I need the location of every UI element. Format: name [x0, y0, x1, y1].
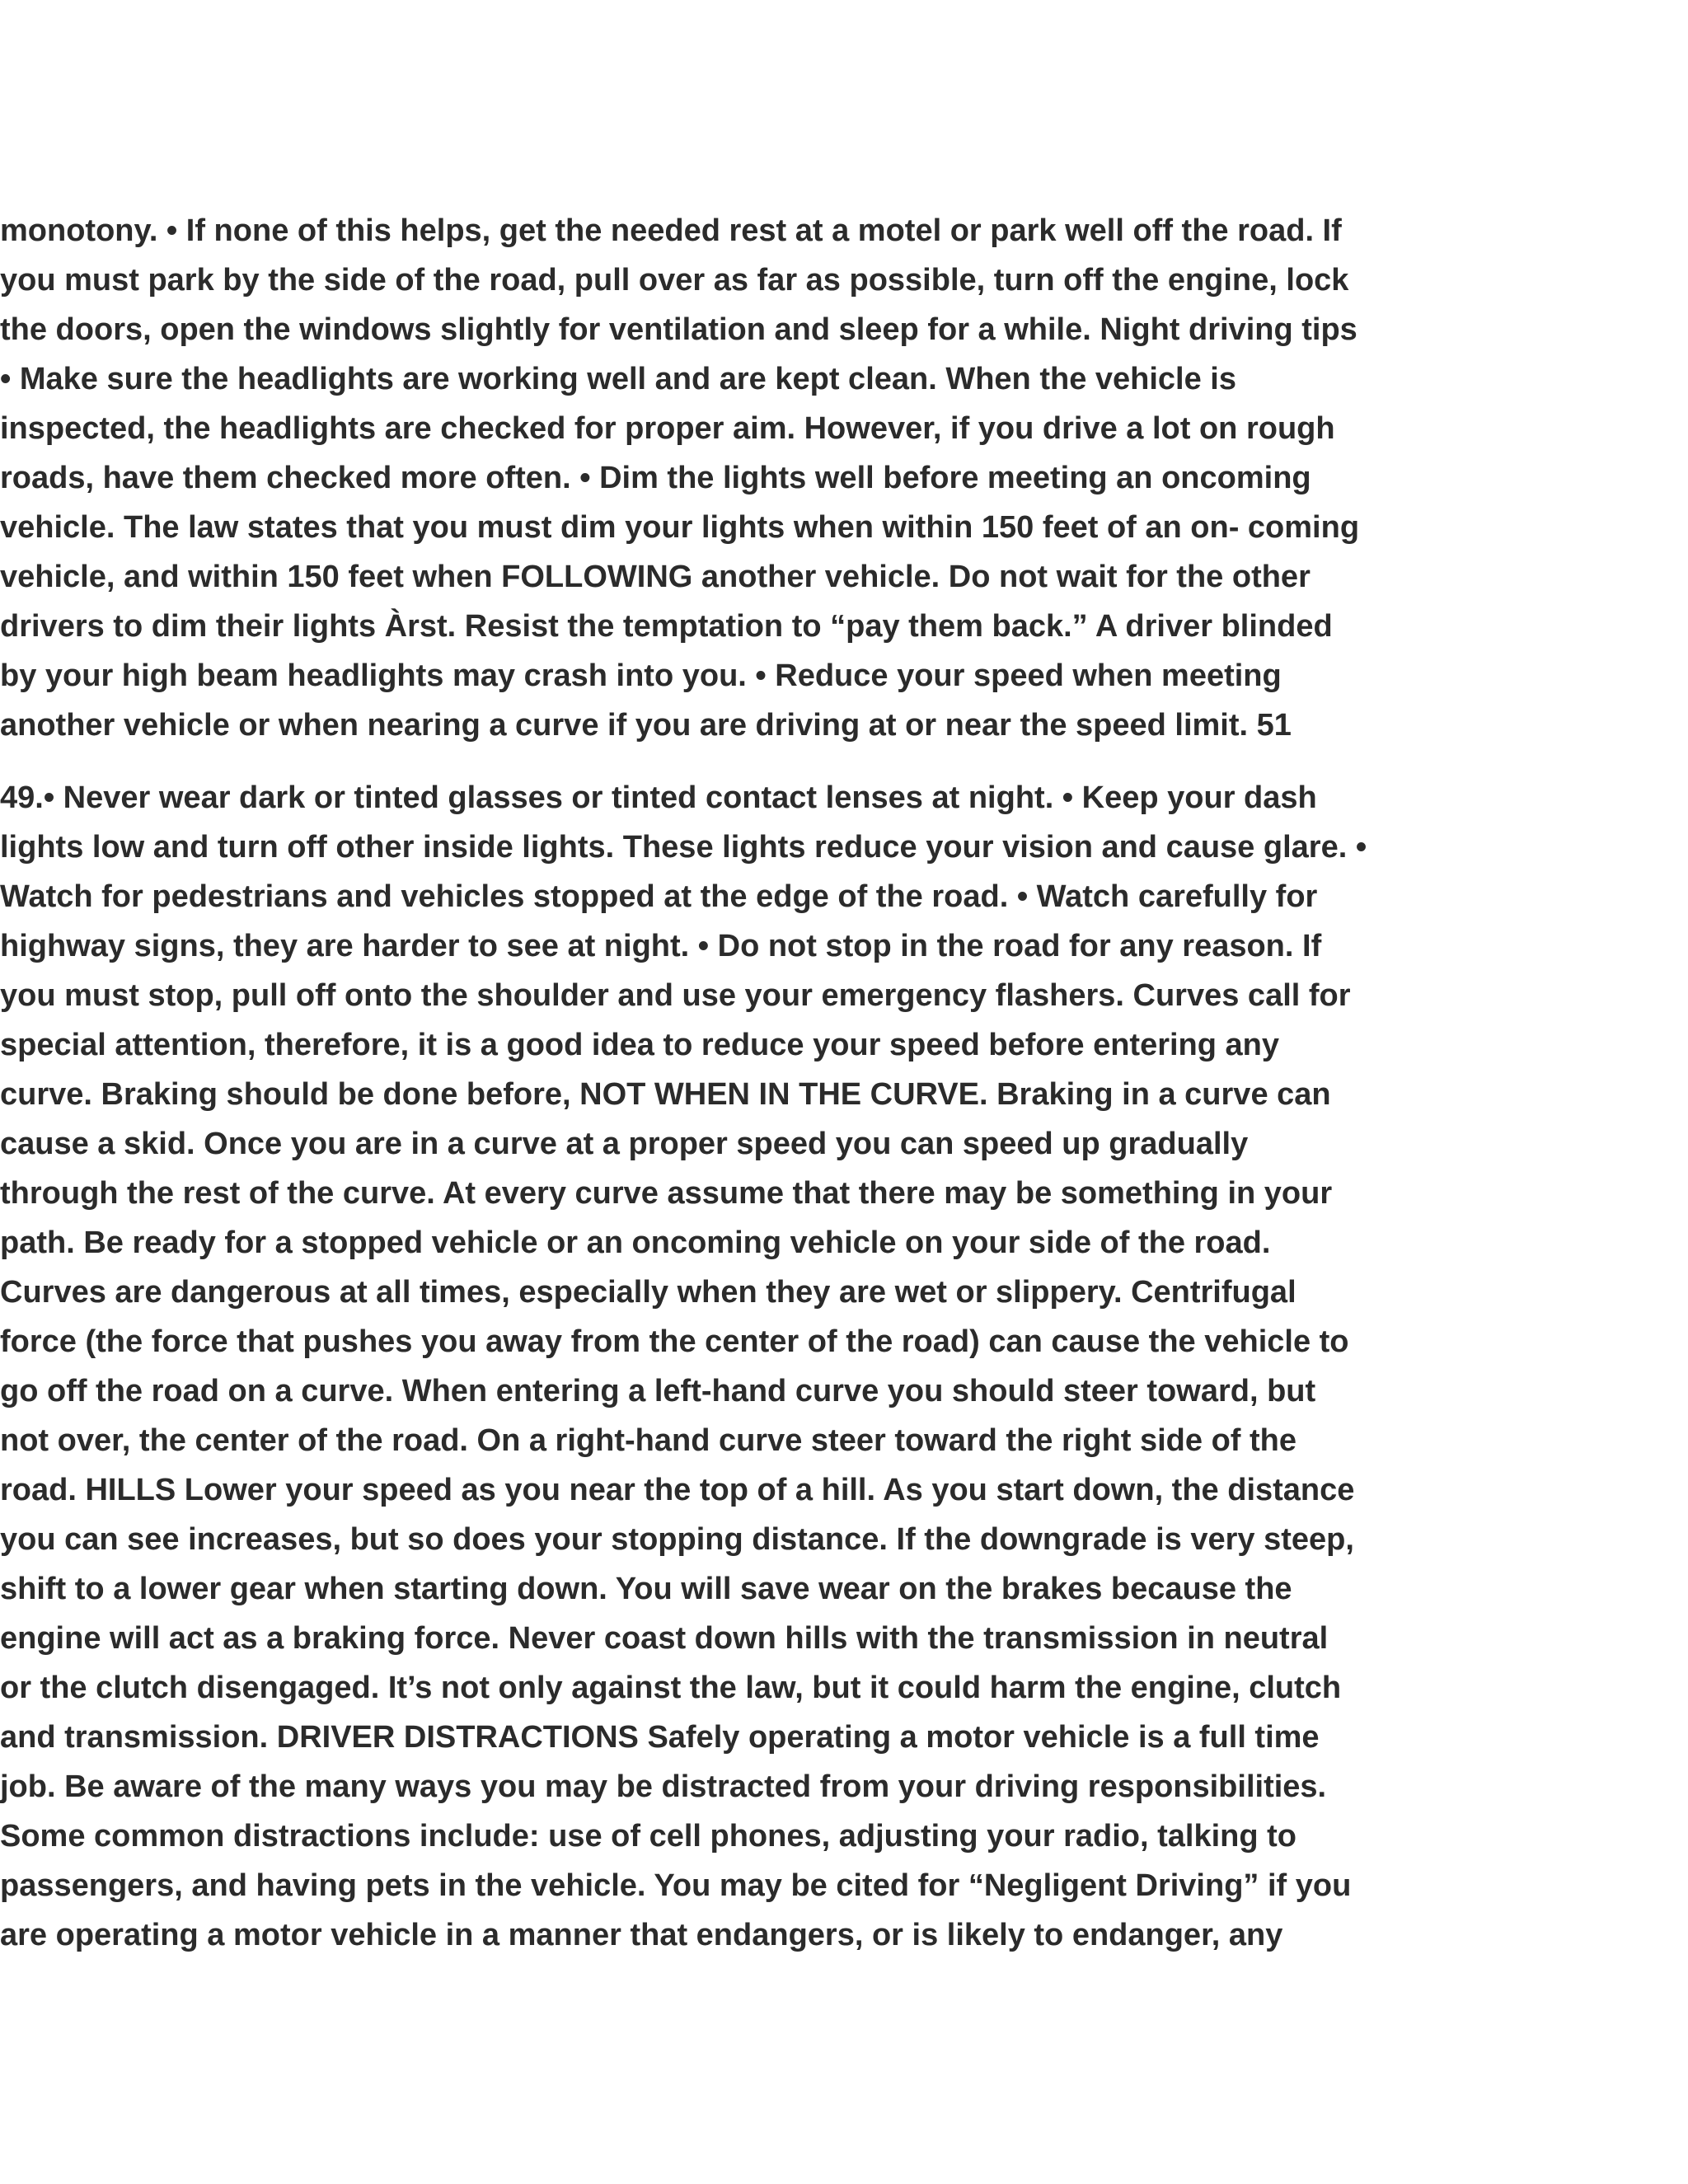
- text-line: you can see increases, but so does your stopping distance. If the downgrade is very steep,: [0, 1522, 1354, 1557]
- text-line: drivers to dim their lights Àrst. Resist the temptation to “pay them back.” A driver blinded: [0, 609, 1333, 644]
- text-line: go off the road on a curve. When entering a left-hand curve you should steer toward, but: [0, 1374, 1316, 1408]
- text-line: and transmission. DRIVER DISTRACTIONS Safely operating a motor vehicle is a full time: [0, 1720, 1320, 1755]
- text-line: passengers, and having pets in the vehicle. You may be cited for “Negligent Driving” if you: [0, 1868, 1352, 1903]
- text-line: shift to a lower gear when starting down. You will save wear on the brakes because the: [0, 1572, 1292, 1606]
- text-line: engine will act as a braking force. Never coast down hills with the transmission in neutral: [0, 1621, 1329, 1656]
- paragraph-curves-hills-distractions: [0, 773, 1467, 1960]
- text-line: path. Be ready for a stopped vehicle or an oncoming vehicle on your side of the road.: [0, 1226, 1271, 1260]
- text-line: another vehicle or when nearing a curve if you are driving at or near the speed limit. 51: [0, 708, 1292, 743]
- text-line: you must park by the side of the road, pull over as far as possible, turn off the engine, lock: [0, 263, 1349, 298]
- text-line: highway signs, they are harder to see at night. • Do not stop in the road for any reason. If: [0, 929, 1322, 963]
- text-line: force (the force that pushes you away from the center of the road) can cause the vehicle to: [0, 1324, 1349, 1359]
- paragraph-night-driving: [0, 206, 1467, 750]
- text-line: roads, have them checked more often. • Dim the lights well before meeting an oncoming: [0, 461, 1311, 495]
- text-line: Curves are dangerous at all times, especially when they are wet or slippery. Centrifugal: [0, 1275, 1296, 1310]
- text-line: Watch for pedestrians and vehicles stopped at the edge of the road. • Watch carefully for: [0, 879, 1318, 914]
- text-line: • Make sure the headlights are working well and are kept clean. When the vehicle is: [0, 362, 1236, 396]
- text-line: vehicle. The law states that you must dim your lights when within 150 feet of an on- coming: [0, 510, 1360, 545]
- text-line: cause a skid. Once you are in a curve at a proper speed you can speed up gradually: [0, 1127, 1249, 1161]
- text-line: monotony. • If none of this helps, get the needed rest at a motel or park well off the road. If: [0, 213, 1342, 248]
- text-line: road. HILLS Lower your speed as you near the top of a hill. As you start down, the distance: [0, 1473, 1355, 1507]
- text-line: or the clutch disengaged. It’s not only against the law, but it could harm the engine, clutch: [0, 1671, 1342, 1705]
- text-line: job. Be aware of the many ways you may be distracted from your driving responsibilities.: [0, 1769, 1327, 1804]
- text-line: by your high beam headlights may crash into you. • Reduce your speed when meeting: [0, 658, 1282, 693]
- text-line: through the rest of the curve. At every curve assume that there may be something in your: [0, 1176, 1333, 1211]
- text-line: vehicle, and within 150 feet when FOLLOWING another vehicle. Do not wait for the other: [0, 560, 1311, 594]
- text-line: are operating a motor vehicle in a manner that endangers, or is likely to endanger, any: [0, 1918, 1283, 1952]
- text-line: inspected, the headlights are checked for proper aim. However, if you drive a lot on rough: [0, 411, 1335, 446]
- text-line: the doors, open the windows slightly for ventilation and sleep for a while. Night driving tips: [0, 312, 1357, 347]
- text-line: Some common distractions include: use of cell phones, adjusting your radio, talking to: [0, 1819, 1296, 1854]
- text-line: curve. Braking should be done before, NOT WHEN IN THE CURVE. Braking in a curve can: [0, 1077, 1331, 1112]
- text-line: special attention, therefore, it is a good idea to reduce your speed before entering any: [0, 1028, 1280, 1062]
- text-line: 49.• Never wear dark or tinted glasses or tinted contact lenses at night. • Keep your dash: [0, 780, 1317, 815]
- text-line: not over, the center of the road. On a right-hand curve steer toward the right side of the: [0, 1423, 1296, 1458]
- text-line: lights low and turn off other inside lights. These lights reduce your vision and cause glare. •: [0, 830, 1367, 865]
- text-line: you must stop, pull off onto the shoulder and use your emergency flashers. Curves call for: [0, 978, 1351, 1013]
